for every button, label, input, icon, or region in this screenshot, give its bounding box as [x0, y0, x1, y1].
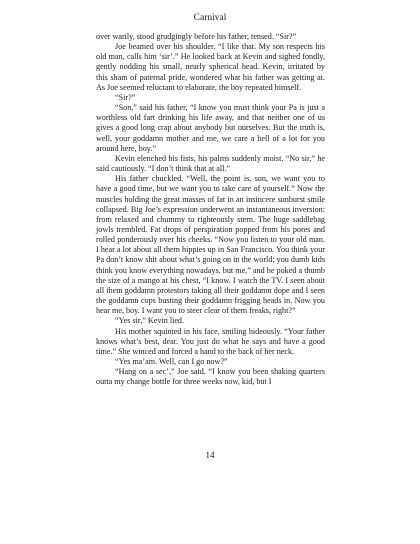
paragraph: “Son,” said his father, “I know you must think your Pa is just a worthless old fart drinking his life away, and that neither one of us gives a good long crap about anybody but ourselves. But the truth is, well, your goddamn mother and me, we care a hell of a lot for you around here, boy.” [96, 103, 325, 153]
running-header: Carnival [193, 13, 227, 23]
paragraph: Joe beamed over his shoulder. “I like that. My son respects his old man, calls him ‘sir’.” He looked back at Kevin and sighed fondly, gently nodding his small, nearly spherical head. Kevin, irritated by this sham of paternal pride, wondered what his father was getting at. As Joe seemed reluctant to elaborate, the boy repeated himself. [96, 42, 325, 92]
page-number: 14 [205, 450, 215, 460]
paragraph: His father chuckled. “Well, the point is, son, we want you to have a good time, but we want you to take care of yourself.” Now the muscles holding the great masses of fat in an insincere sunburst smile collapsed. Big Joe’s expression underwent an instantaneous inversion: from relaxed and chummy to righteously stern. The huge saddlebag jowls trembled. Fat drops of perspiration popped from his pores and rolled ponderously over his cheeks. “Now you listen to your old man. I hear a lot about all them hippies up in San Francisco. You think your Pa don’t know shit about what’s going on in the world; you dumb kids think you know everything nowadays, but me,” and he poked a thumb the size of a mango at his chest, “I know. I watch the TV. I seen about all them goddamn protestors taking all their goddamn dope and I seen the goddamn cops busting their goddamn frigging heads in. Now you hear me, boy. I want you to steer clear of them freaks, right?” [96, 174, 325, 316]
body-text [96, 32, 325, 387]
paragraph: “Hang on a sec’,” Joe said. “I know you been shaking quarters outta my change bottle for three weeks now, kid, but I [96, 367, 325, 387]
paragraph: “Yes ma’am. Well, can I go now?” [115, 357, 228, 366]
paragraph: “Sir?” [115, 92, 136, 102]
paragraph: “Yes sir,” Kevin lied. [115, 316, 185, 326]
paragraph: over warily, stood grudgingly before his father, tensed. “Sir?” [96, 32, 297, 41]
paragraph: Kevin elenched his fists, his palms suddenly moist. “No sir,” he said cautiously. “I don’t think that at all.” [96, 153, 325, 174]
paragraph: His mother squinted in his face, smiling hideously. “Your father knows what’s best, dear. You just do what he says and have a good time.” She winced and forced a hand to the back of her neck. [96, 326, 325, 356]
